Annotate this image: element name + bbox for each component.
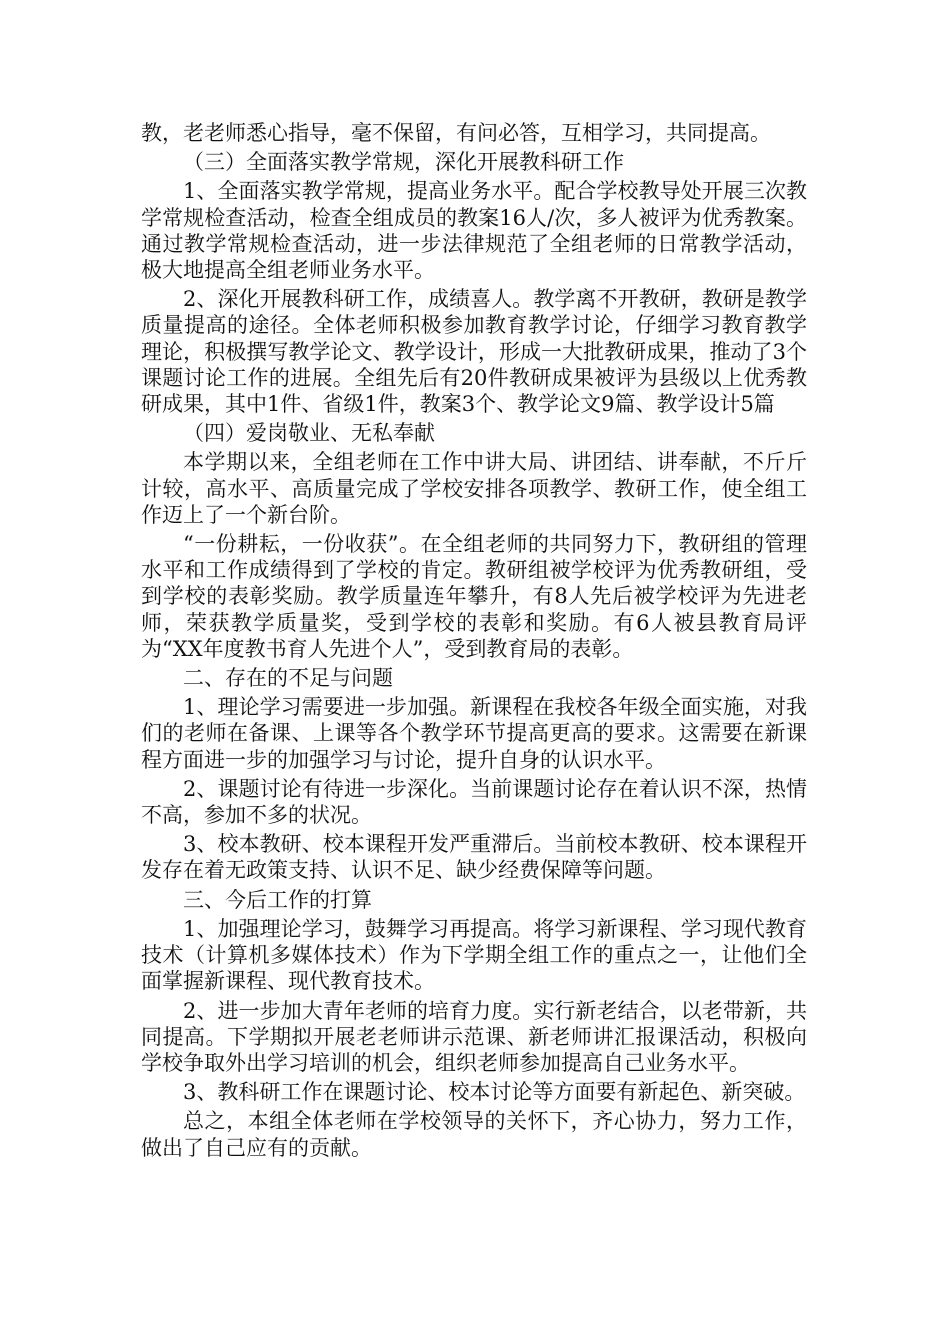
paragraph-plan-1: 1、加强理论学习，鼓舞学习再提高。将学习新课程、学习现代教育技术（计算机多媒体技术）作为下学期全组工作的重点之一，让他们全面掌握新课程、现代教育技术。 — [141, 916, 807, 994]
paragraph-problem-3: 3、校本教研、校本课程开发严重滞后。当前校本教研、校本课程开发存在着无政策支持、认识不足、缺少经费保障等问题。 — [141, 832, 807, 883]
paragraph-plan-3: 3、教科研工作在课题讨论、校本讨论等方面要有新起色、新突破。 — [183, 1080, 806, 1105]
document-page — [141, 120, 807, 1164]
paragraph-achievements: “一份耕耘，一份收获”。在全组老师的共同努力下，教研组的管理水平和工作成绩得到了学校的肯定。教研组被学校评为优秀教研组，受到学校的表彰奖励。教学质量连年攀升，有8人先后被学校评为先进老师，荣获教学质量奖，受到学校的表彰和奖励。有6人被县教育局评为“XX年度教书育人先进个人”，受到教育局的表彰。 — [141, 532, 807, 661]
paragraph-teaching-routine: 1、全面落实教学常规，提高业务水平。配合学校教导处开展三次教学常规检查活动，检查全组成员的教案16人/次，多人被评为优秀教案。通过教学常规检查活动，进一步法律规范了全组老师的日常教学活动，极大地提高全组老师业务水平。 — [141, 179, 807, 283]
section-heading-plans: 三、今后工作的打算 — [183, 887, 372, 912]
paragraph-dedication: 本学期以来，全组老师在工作中讲大局、讲团结、讲奉献，不斤斤计较，高水平、高质量完成了学校安排各项教学、教研工作，使全组工作迈上了一个新台阶。 — [141, 450, 807, 527]
section-heading-3: （三）全面落实教学常规，深化开展教科研工作 — [183, 150, 624, 175]
paragraph-conclusion: 总之，本组全体老师在学校领导的关怀下，齐心协力，努力工作，做出了自己应有的贡献。 — [141, 1109, 807, 1160]
section-heading-problems: 二、存在的不足与问题 — [183, 666, 393, 691]
paragraph-plan-2: 2、进一步加大青年老师的培育力度。实行新老结合，以老带新，共同提高。下学期拟开展老老师讲示范课、新老师讲汇报课活动，积极向学校争取外出学习培训的机会，组织老师参加提高自己业务水平。 — [141, 998, 807, 1075]
paragraph-continuation: 教，老老师悉心指导，毫不保留，有问必答，互相学习，共同提高。 — [141, 121, 771, 145]
section-heading-4: （四）爱岗敬业、无私奉献 — [183, 421, 435, 446]
paragraph-problem-2: 2、课题讨论有待进一步深化。当前课题讨论存在着认识不深，热情不高，参加不多的状况。 — [141, 776, 807, 828]
paragraph-problem-1: 1、理论学习需要进一步加强。新课程在我校各年级全面实施，对我们的老师在备课、上课等各个教学环节提高更高的要求。这需要在新课程方面进一步的加强学习与讨论，提升自身的认识水平。 — [141, 695, 807, 772]
paragraph-research-work: 2、深化开展教科研工作，成绩喜人。教学离不开教研，教研是教学质量提高的途径。全体老师积极参加教育教学讨论，仔细学习教育教学理论，积极撰写教学论文、教学设计，形成一大批教研成果，推动了3个课题讨论工作的进展。全组先后有20件教研成果被评为县级以上优秀教研成果，其中1件、省级1件，教案3个、教学论文9篇、教学设计5篇 — [141, 287, 807, 417]
